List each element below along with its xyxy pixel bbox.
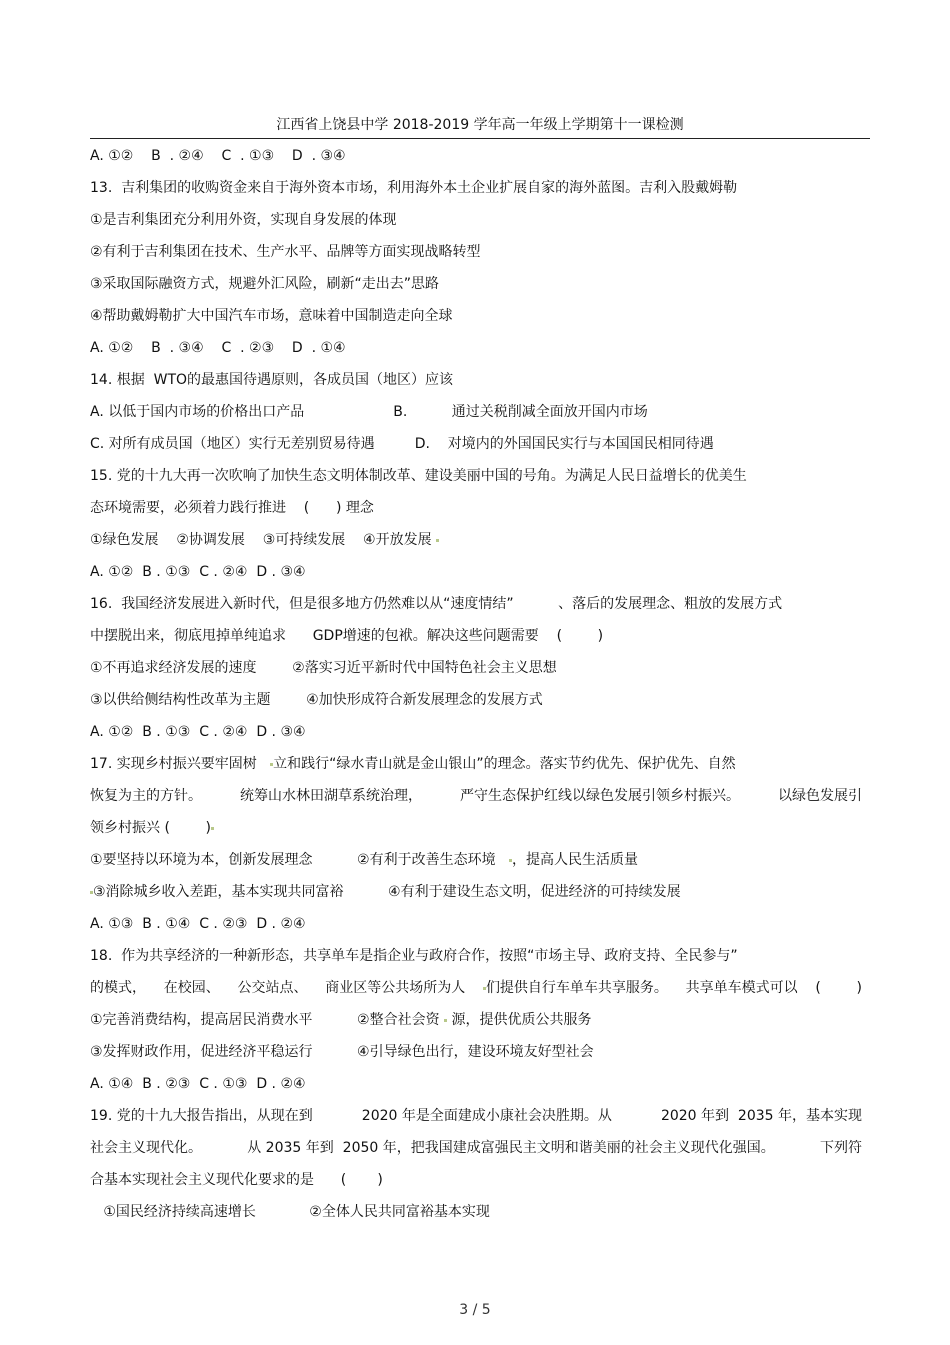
q12-answer-options: A. ①② B . ②④ C . ①③ D . ③④: [90, 148, 346, 164]
q18-options-34: ③发挥财政作用，促进经济平稳运行 ④引导绿色出行，建设环境友好型社会: [90, 1044, 594, 1060]
speck-mark: [444, 1019, 447, 1022]
q18-options-12: ①完善消费结构，提高居民消费水平 ②整合社会资 源，提供优质公共服务: [90, 1012, 592, 1028]
q19-stem-line2: 社会主义现代化。 从 2035 年到 2050 年，把我国建成富强民主文明和谐美丽的社会主义现代化强国。 下列符: [90, 1140, 862, 1156]
q18-answer-options: A. ①④ B . ②③ C . ①③ D . ②④: [90, 1076, 306, 1092]
page-header: 江西省上饶县中学 2018-2019 学年高一年级上学期第十一课检测: [276, 117, 684, 133]
q13-answer-options: A. ①② B . ③④ C . ②③ D . ①④: [90, 340, 346, 356]
q19-stem-line3: 合基本实现社会主义现代化要求的是 ( ): [90, 1172, 383, 1188]
q19-options: ①国民经济持续高速增长 ②全体人民共同富裕基本实现: [90, 1204, 490, 1220]
q18-stem-line2: 的模式， 在校园、 公交站点、 商业区等公共场所为人 们提供自行车单车共享服务。 共享单车模式可以 ( ): [90, 980, 862, 996]
q17-options-12: ①要坚持以环境为本，创新发展理念 ②有利于改善生态环境 ，提高人民生活质量: [90, 852, 638, 868]
q14-options-cd: C. 对所有成员国（地区）实行无差别贸易待遇 D. 对境内的外国国民实行与本国国民相同待遇: [90, 436, 714, 452]
q15-options: ①绿色发展 ②协调发展 ③可持续发展 ④开放发展: [90, 530, 439, 550]
q17-stem-line3: 领乡村振兴 ( ): [90, 818, 214, 838]
q17-stem-line1: 17. 实现乡村振兴要牢固树 立和践行“绿水青山就是金山银山”的理念。落实节约优先、保护优先、自然: [90, 756, 736, 772]
q15-answer-options: A. ①② B . ①③ C . ②④ D . ③④: [90, 564, 306, 580]
header-divider: [90, 138, 870, 139]
q15-stem-line1: 15. 党的十九大再一次吹响了加快生态文明体制改革、建设美丽中国的号角。为满足人民日益增长的优美生: [90, 468, 747, 484]
q17-stem-line2: 恢复为主的方针。 统筹山水林田湖草系统治理， 严守生态保护红线以绿色发展引领乡村振兴。 以绿色发展引: [90, 788, 862, 804]
speck-mark: [211, 827, 214, 830]
q19-stem-line1: 19. 党的十九大报告指出，从现在到 2020 年是全面建成小康社会决胜期。从 2020 年到 2035 年，基本实现: [90, 1108, 862, 1124]
speck-mark: [436, 539, 439, 542]
q15-stem-line2: 态环境需要，必须着力践行推进 ( ) 理念: [90, 500, 374, 516]
q14-stem: 14. 根据 WTO的最惠国待遇原则，各成员国（地区）应该: [90, 372, 454, 388]
q17-answer-options: A. ①③ B . ①④ C . ②③ D . ②④: [90, 916, 306, 932]
page-number: 3 / 5: [459, 1302, 491, 1318]
q17-options-34: ③消除城乡收入差距，基本实现共同富裕 ④有利于建设生态文明，促进经济的可持续发展: [90, 882, 681, 902]
q13-option-3: ③采取国际融资方式，规避外汇风险，刷新“走出去”思路: [90, 276, 440, 292]
q16-stem-line2: 中摆脱出来，彻底甩掉单纯追求 GDP增速的包袱。解决这些问题需要 ( ): [90, 628, 604, 644]
q16-stem-line1: 16. 我国经济发展进入新时代，但是很多地方仍然难以从“速度情结” 、落后的发展理念、粗放的发展方式: [90, 596, 783, 612]
q16-options-34: ③以供给侧结构性改革为主题 ④加快形成符合新发展理念的发展方式: [90, 692, 543, 708]
q13-option-4: ④帮助戴姆勒扩大中国汽车市场，意味着中国制造走向全球: [90, 308, 453, 324]
q13-stem: 13. 吉利集团的收购资金来自于海外资本市场，利用海外本土企业扩展自家的海外蓝图。吉利入股戴姆勒: [90, 180, 738, 196]
q18-stem-line1: 18. 作为共享经济的一种新形态，共享单车是指企业与政府合作，按照“市场主导、政府支持、全民参与”: [90, 948, 738, 964]
q16-options-12: ①不再追求经济发展的速度 ②落实习近平新时代中国特色社会主义思想: [90, 660, 557, 676]
q13-option-2: ②有利于吉利集团在技术、生产水平、品牌等方面实现战略转型: [90, 244, 481, 260]
q13-option-1: ①是吉利集团充分利用外资，实现自身发展的体现: [90, 212, 397, 228]
q16-answer-options: A. ①② B . ①③ C . ②④ D . ③④: [90, 724, 306, 740]
q14-options-ab: A. 以低于国内市场的价格出口产品 B. 通过关税削减全面放开国内市场: [90, 404, 648, 420]
